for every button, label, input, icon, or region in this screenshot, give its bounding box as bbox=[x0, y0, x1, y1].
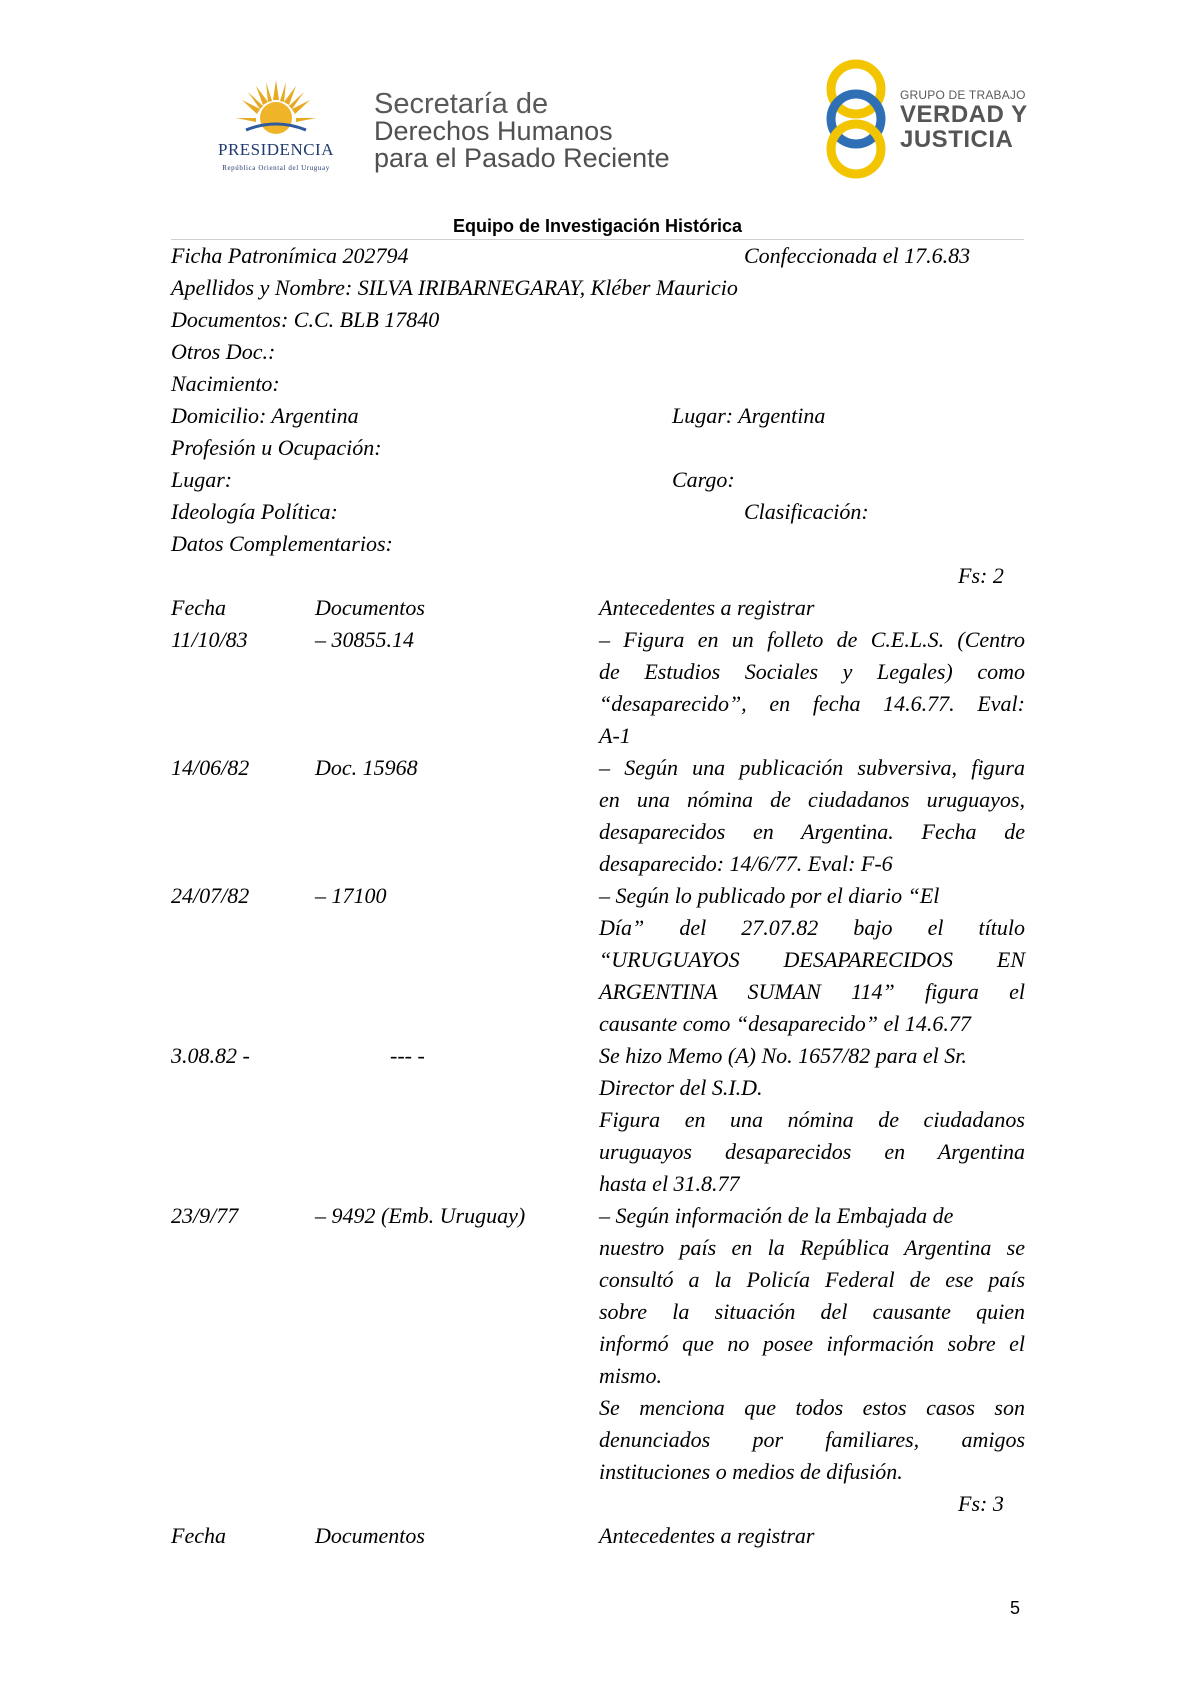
text-line: de Estudios Sociales y Legales) como bbox=[599, 659, 1025, 684]
text-line: ARGENTINA SUMAN 114” figura el bbox=[599, 979, 1025, 1004]
field-lugar: Lugar: bbox=[171, 467, 233, 492]
field-domicilio: Domicilio: Argentina bbox=[171, 403, 359, 428]
text-line: Día” del 27.07.82 bajo el título bbox=[599, 915, 1025, 940]
text-line: “URUGUAYOS DESAPARECIDOS EN bbox=[599, 947, 1025, 972]
text-line: Se hizo Memo (A) No. 1657/82 para el Sr. bbox=[599, 1043, 967, 1068]
entry-antecedente bbox=[599, 1200, 1025, 1488]
secretaria-line-2: Derechos Humanos bbox=[374, 116, 613, 146]
entry-documento: – 9492 (Emb. Uruguay) bbox=[315, 1203, 526, 1228]
field-clasificacion: Clasificación: bbox=[744, 499, 869, 524]
text-line: hasta el 31.8.77 bbox=[599, 1171, 740, 1196]
field-ideologia: Ideología Política: bbox=[171, 499, 338, 524]
ficha-number: Ficha Patronímica 202794 bbox=[171, 243, 409, 268]
verdad-justicia-logo bbox=[820, 58, 1050, 180]
field-nacimiento: Nacimiento: bbox=[171, 371, 280, 396]
grupo-line-1: GRUPO DE TRABAJO bbox=[900, 88, 1026, 102]
text-line: denunciados por familiares, amigos bbox=[599, 1427, 1025, 1452]
secretaria-line-3: para el Pasado Reciente bbox=[374, 143, 670, 173]
text-line: – Según una publicación subversiva, figura bbox=[599, 755, 1025, 780]
grupo-line-3: JUSTICIA bbox=[900, 126, 1014, 153]
entry-documento: Doc. 15968 bbox=[315, 755, 418, 780]
field-otros-doc: Otros Doc.: bbox=[171, 339, 276, 364]
team-title: Equipo de Investigación Histórica bbox=[452, 216, 743, 236]
entry-fecha: 3.08.82 - bbox=[171, 1043, 250, 1068]
text-line: en una nómina de ciudadanos uruguayos, bbox=[599, 787, 1025, 812]
field-documentos: Documentos: C.C. BLB 17840 bbox=[171, 307, 440, 332]
entry-antecedente bbox=[599, 624, 1025, 752]
entry-documento: – 30855.14 bbox=[315, 627, 414, 652]
entry-fecha: 24/07/82 bbox=[171, 883, 250, 908]
text-line: instituciones o medios de difusión. bbox=[599, 1459, 903, 1484]
entry-antecedente bbox=[599, 752, 1025, 880]
folio-number: Fs: 3 bbox=[958, 1491, 1004, 1516]
text-line: – Según información de la Embajada de bbox=[599, 1203, 954, 1228]
column-header-fecha: Fecha bbox=[171, 595, 226, 620]
ficha-date: Confeccionada el 17.6.83 bbox=[744, 243, 971, 268]
entry-fecha: 23/9/77 bbox=[171, 1203, 239, 1228]
field-profesion: Profesión u Ocupación: bbox=[171, 435, 382, 460]
entry-fecha: 11/10/83 bbox=[171, 627, 248, 652]
text-line: sobre la situación del causante quien bbox=[599, 1299, 1025, 1324]
field-domicilio-lugar: Lugar: Argentina bbox=[672, 403, 826, 428]
text-line: consultó a la Policía Federal de ese país bbox=[599, 1267, 1025, 1292]
column-header-documentos: Documentos bbox=[315, 595, 425, 620]
text-line: desaparecidos en Argentina. Fecha de bbox=[599, 819, 1025, 844]
text-line: nuestro país en la República Argentina se bbox=[599, 1235, 1025, 1260]
entry-documento: --- - bbox=[390, 1043, 425, 1068]
text-line: desaparecido: 14/6/77. Eval: F-6 bbox=[599, 851, 893, 876]
entry-antecedente bbox=[599, 880, 1025, 1040]
text-line: uruguayos desaparecidos en Argentina bbox=[599, 1139, 1025, 1164]
field-datos-complementarios: Datos Complementarios: bbox=[171, 531, 393, 556]
text-line: – Figura en un folleto de C.E.L.S. (Centro bbox=[599, 627, 1025, 652]
text-line: Se menciona que todos estos casos son bbox=[599, 1395, 1025, 1420]
entry-antecedente bbox=[599, 1040, 1025, 1200]
column-header-antecedentes: Antecedentes a registrar bbox=[599, 595, 815, 620]
column-header-fecha: Fecha bbox=[171, 1523, 226, 1548]
column-header-documentos: Documentos bbox=[315, 1523, 425, 1548]
entry-fecha: 14/06/82 bbox=[171, 755, 250, 780]
text-line: A-1 bbox=[599, 723, 631, 748]
text-line: Figura en una nómina de ciudadanos bbox=[599, 1107, 1025, 1132]
presidencia-logo bbox=[196, 78, 356, 178]
text-line: mismo. bbox=[599, 1363, 662, 1388]
linked-rings-icon bbox=[820, 58, 892, 180]
folio-number: Fs: 2 bbox=[958, 563, 1004, 588]
text-line: “desaparecido”, en fecha 14.6.77. Eval: bbox=[599, 691, 1025, 716]
presidencia-name: PRESIDENCIA bbox=[217, 140, 334, 159]
sun-emblem-icon bbox=[236, 78, 316, 138]
secretaria-line-1: Secretaría de bbox=[374, 88, 549, 120]
grupo-line-2: VERDAD Y bbox=[900, 101, 1028, 128]
field-apellidos: Apellidos y Nombre: SILVA IRIBARNEGARAY, Kléber Mauricio bbox=[171, 275, 738, 300]
text-line: causante como “desaparecido” el 14.6.77 bbox=[599, 1011, 971, 1036]
field-cargo: Cargo: bbox=[672, 467, 735, 492]
entry-documento: – 17100 bbox=[315, 883, 387, 908]
column-header-antecedentes: Antecedentes a registrar bbox=[599, 1523, 815, 1548]
secretaria-logo bbox=[374, 90, 670, 172]
page-number: 5 bbox=[1010, 1598, 1021, 1618]
presidencia-subtitle: República Oriental del Uruguay bbox=[222, 164, 330, 172]
text-line: – Según lo publicado por el diario “El bbox=[599, 883, 940, 908]
text-line: Director del S.I.D. bbox=[599, 1075, 763, 1100]
text-line: informó que no posee información sobre el bbox=[599, 1331, 1025, 1356]
